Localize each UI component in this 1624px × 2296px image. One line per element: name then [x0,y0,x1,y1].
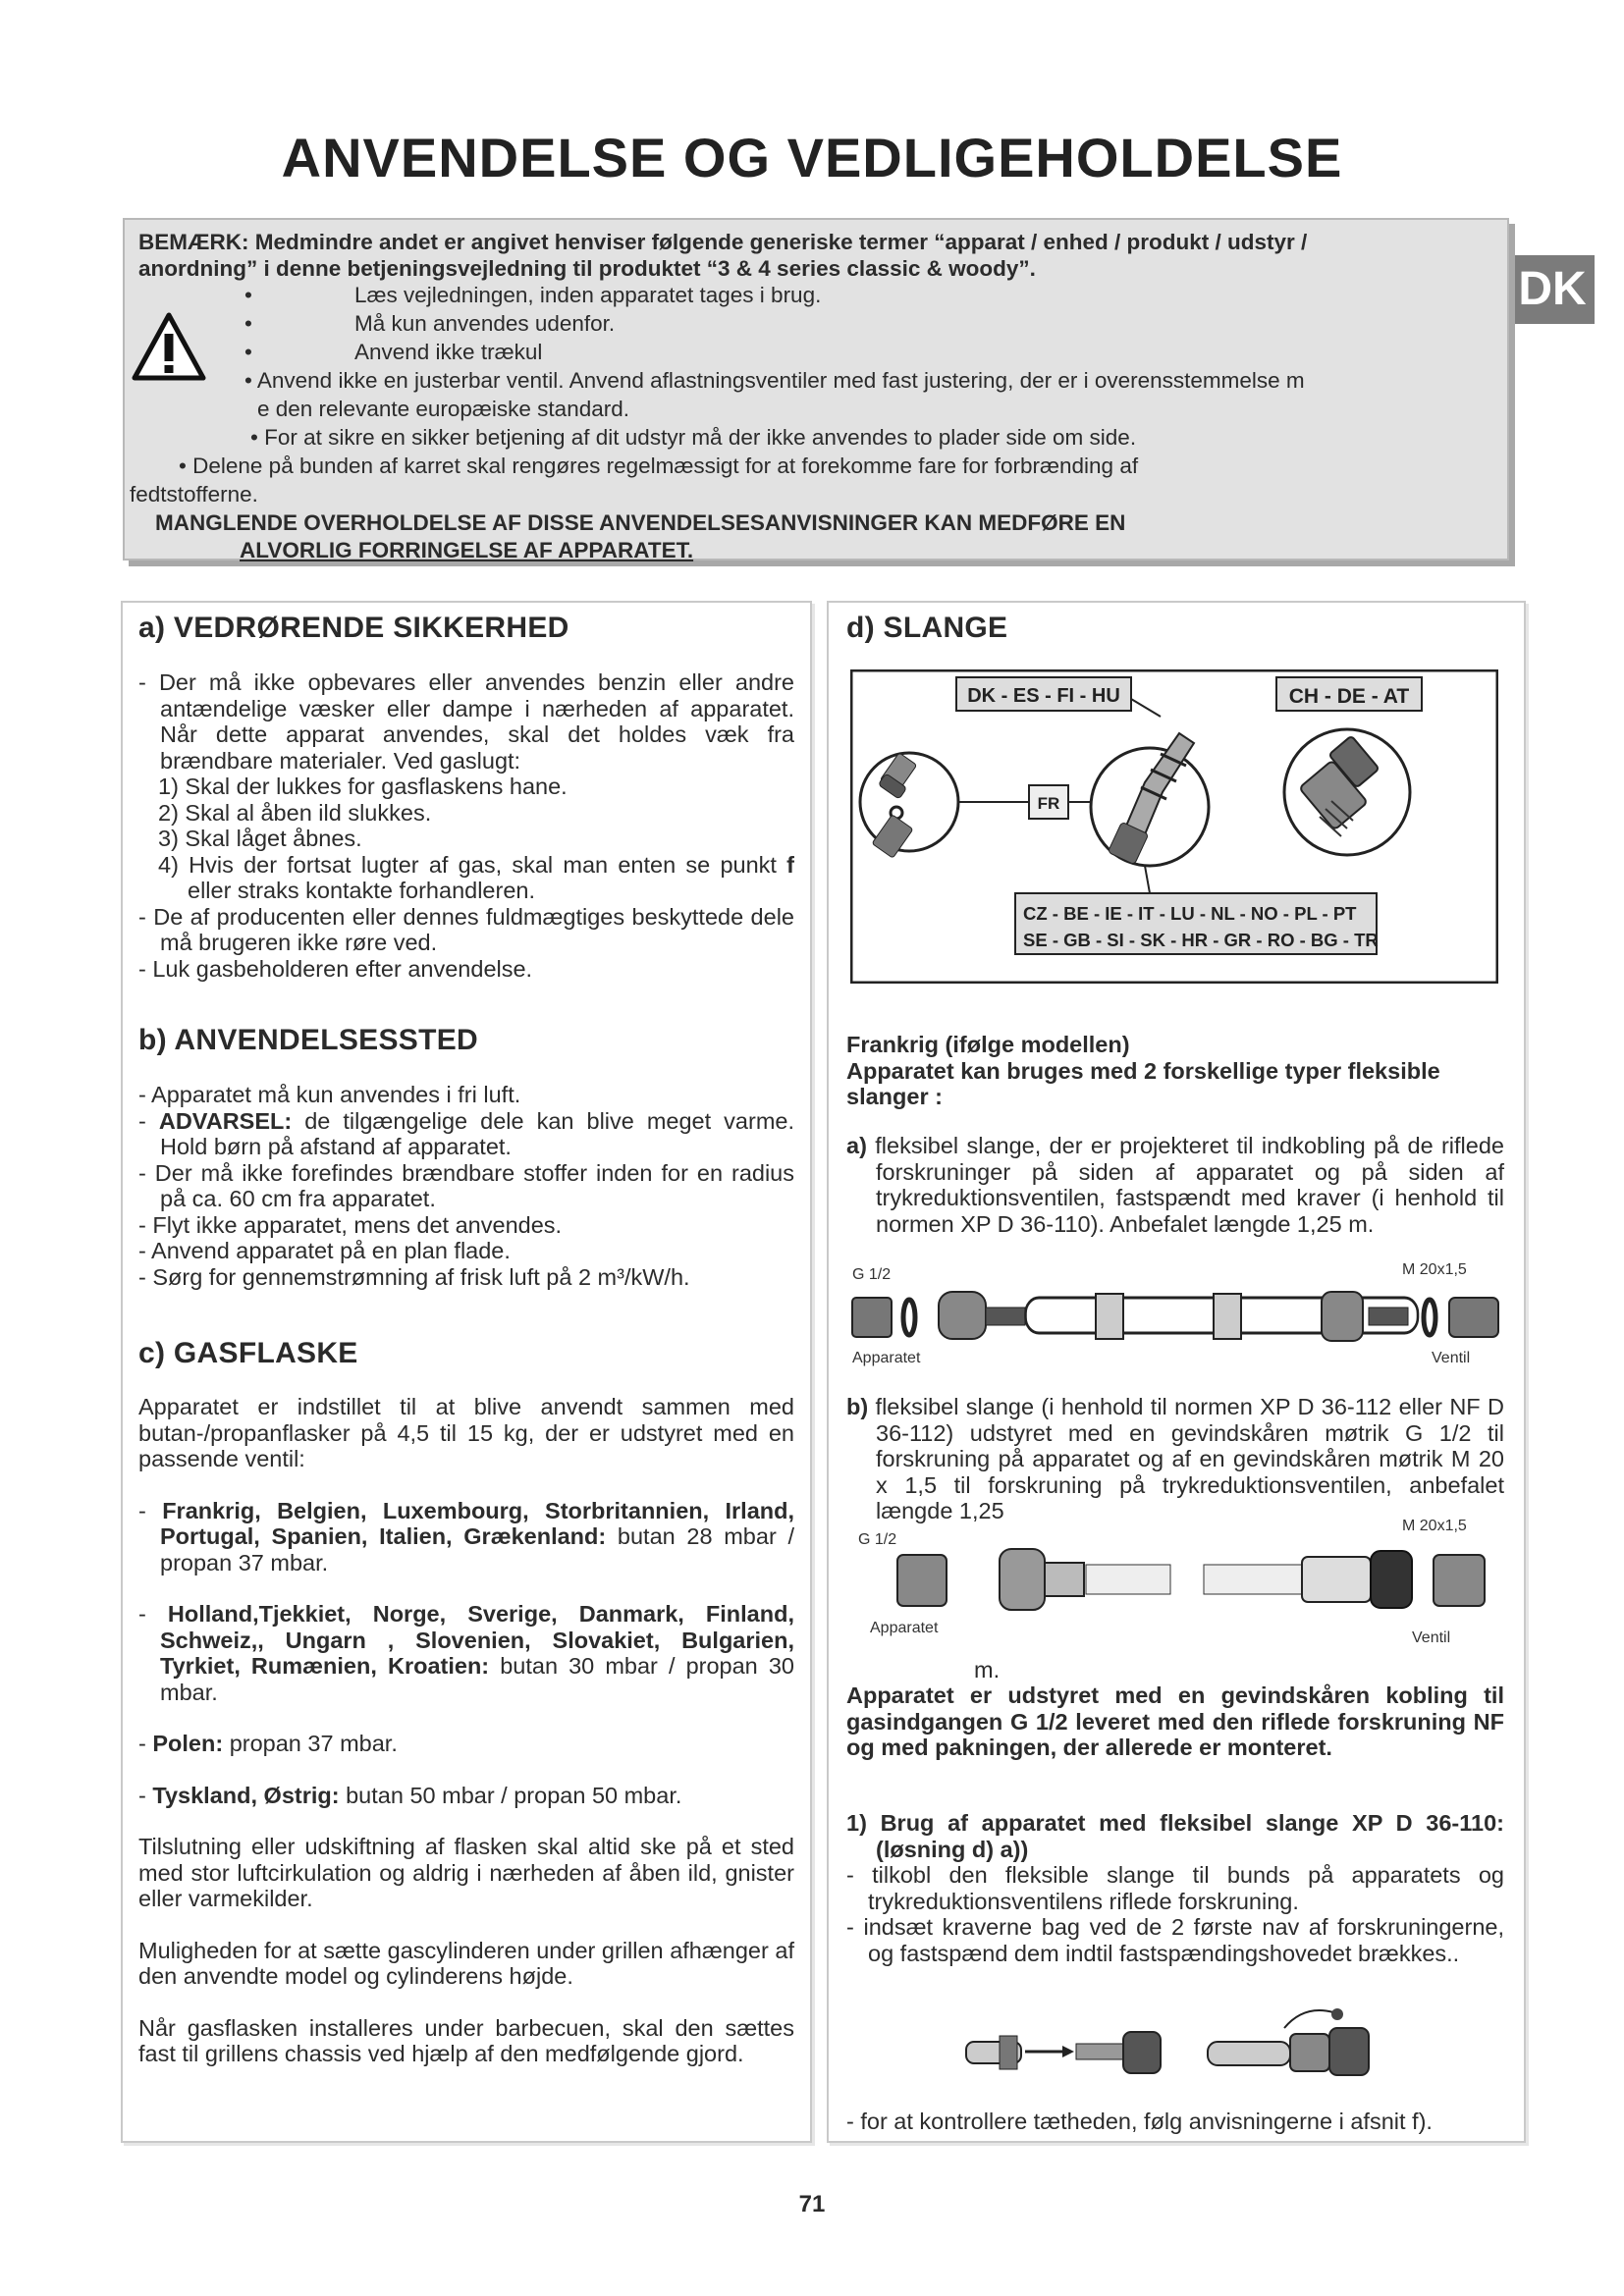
gas-group-3: - Polen: propan 37 mbar. [138,1731,398,1756]
safety-step: 3) Skal låget åbnes. [158,826,362,851]
language-tab: DK [1510,255,1595,324]
gas-intro: Apparatet er indstillet til at blive anvendt sammen med butan-/propanflasker på 4,5 til 15 kg, der er udstyret med en passende ventil: [138,1394,794,1471]
safety-step: 2) Skal al åben ild slukkes. [158,799,432,826]
hose-b-label: b) [846,1394,869,1419]
hose1-thread-g: G 1/2 [852,1266,892,1283]
notice-bullet-4b: e den relevante europæiske standard. [257,397,629,421]
hose2-label-apparatus: Apparatet [870,1620,939,1636]
country-label-ch: CH - DE - AT [1288,685,1410,708]
location-item: - Sørg for gennemstrømning af frisk luft på 2 m³/kW/h. [138,1263,690,1290]
bullet-dot: • [244,311,252,336]
bullet-dot: • [244,283,252,307]
hose-connector-diagram [850,669,1498,984]
notice-bullet-4a: • Anvend ikke en justerbar ventil. Anvend aflastningsventiler med fast justering, der er i overensstemmelse m [244,368,1305,393]
france-block [846,1032,1504,1110]
notice-warning-1: MANGLENDE OVERHOLDELSE AF DISSE ANVENDELSESANVISNINGER KAN MEDFØRE EN [155,510,1126,535]
section-c-heading: c) GASFLASKE [138,1337,358,1369]
warning-triangle-icon [132,312,206,381]
usage-block [846,1810,1504,1966]
hose2-thread-m: M 20x1,5 [1402,1518,1467,1534]
coupling-text: Apparatet er udstyret med en gevindskåren kobling til gasindgangen G 1/2 leveret med den riflede forskruning NF og med pakningen, der allerede er monteret. [846,1682,1504,1760]
gas-strap-text: Når gasflasken installeres under barbecuen, skal den sættes fast til grillens chassis ved hjælp af den medfølgende gjord. [138,2014,794,2066]
usage-step: - indsæt kraverne bag ved de 2 første nav af forskruningerne, og fastspænd dem indtil fastspændingshovedet brækkes.. [846,1914,1504,1966]
hose2-thread-g: G 1/2 [858,1531,897,1548]
notice-bullet-6a: • Delene på bunden af karret skal rengøres regelmæssigt for at forekomme fare for forbrænding af [179,454,1139,478]
section-c-body [138,1394,794,2067]
bullet-dot: • [244,340,252,364]
location-item: - Apparatet må kun anvendes i fri luft. [138,1082,521,1107]
section-a-body [138,669,794,982]
safety-step: 4) Hvis der fortsat lugter af gas, skal man enten se punkt f eller straks kontakte forhandleren. [158,851,794,903]
notice-bullet-6b: fedtstofferne. [130,482,258,507]
location-item: - Der må ikke forefindes brændbare stoffer inden for en radius på ca. 60 cm fra apparatet. [138,1159,794,1211]
collar-fitting-diagram [960,2002,1412,2081]
gas-group-4: - Tyskland, Østrig: butan 50 mbar / propan 50 mbar. [138,1782,682,1808]
notice-bullet-2: Må kun anvendes udenfor. [354,311,616,336]
gas-group-1: - Frankrig, Belgien, Luxembourg, Storbritannien, Irland, Portugal, Spanien, Italien, Grækenland: butan 28 mbar / propan 37 mbar. [138,1497,795,1575]
safety-item: - Der må ikke opbevares eller anvendes benzin eller andre antændelige væsker eller dampe i nærheden af apparatet. Når dette apparat anvendes, skal det holdes væk fra brændbare materialer. Ved gaslugt: [138,669,794,774]
safety-item: - Luk gasbeholderen efter anvendelse. [138,955,533,982]
hose2-label-valve: Ventil [1412,1629,1451,1646]
usage-step: - tilkobl den fleksible slange til bunds på apparatets og trykreduktionsventilens riflede forskruning. [846,1862,1504,1914]
notice-bullet-1: Læs vejledningen, inden apparatet tages i brug. [354,283,822,307]
safety-item: - De af producenten eller dennes fuldmægtiges beskyttede dele må brugeren ikke røre ved. [138,903,794,955]
hose-a-text: a) fleksibel slange, der er projekteret til indkobling på de riflede forskruninger på siden af apparatet og på siden af trykreduktionsventilen, fastspændt med kraver (i henhold til normen XP D 36-110). Anbefalet længde 1,25 m. [846,1133,1504,1237]
hose1-thread-m: M 20x1,5 [1402,1261,1467,1278]
usage-heading: 1) Brug af apparatet med fleksibel slange XP D 36-110: (løsning d) a)) [846,1810,1504,1862]
location-item: - Flyt ikke apparatet, mens det anvendes. [138,1211,563,1238]
france-subtitle: Apparatet kan bruges med 2 forskellige typer fleksible slanger : [846,1057,1440,1109]
notice-bullet-5: • For at sikre en sikker betjening af dit udstyr må der ikke anvendes to plader side om side. [250,425,1137,450]
safety-step: 1) Skal der lukkes for gasflaskens hane. [158,774,568,799]
location-item: - ADVARSEL: de tilgængelige dele kan blive meget varme. Hold børn på afstand af apparatet. [138,1107,794,1159]
hose-b-diagram [893,1543,1490,1618]
notice-line-1: BEMÆRK: Medmindre andet er angivet henviser følgende generiske termer “apparat / enhed / produkt / udstyr / [138,230,1308,254]
hose1-label-valve: Ventil [1432,1350,1471,1366]
hose-b-text: b) fleksibel slange (i henhold til normen XP D 36-112 eller NF D 36-112) udstyret med en gevindskåren møtrik G 1/2 til forskruning på apparatet og af en gevindskåren møtrik M 20 x 1,5 til forskruning på trykreduktionsventilen, anbefalet længde 1,25 [846,1394,1504,1523]
location-item: - Anvend apparatet på en plan flade. [138,1238,511,1263]
notice-line-2: anordning” i denne betjeningsvejledning til produktet “3 & 4 series classic & woody”. [138,256,1036,281]
notice-warning-2: ALVORLIG FORRINGELSE AF APPARATET. [240,538,694,562]
hose-a-diagram [850,1286,1502,1347]
section-a-heading: a) VEDRØRENDE SIKKERHED [138,612,569,644]
page-number: 71 [798,2191,826,2217]
country-label-fr: FR [1037,794,1060,813]
section-b-body [138,1082,794,1290]
gas-group-2: - Holland,Tjekkiet, Norge, Sverige, Danmark, Finland, Schweiz,, Ungarn , Slovenien, Slovakiet, Bulgarien, Tyrkiet, Rumænien, Kroatien: butan 30 mbar / propan 30 mbar. [138,1601,794,1705]
section-d-heading: d) SLANGE [846,612,1008,644]
gas-placement-text: Muligheden for at sætte gascylinderen under grillen afhænger af den anvendte model og cylinderens højde. [138,1937,794,1989]
gas-connection-text: Tilslutning eller udskiftning af flasken skal altid ske på et sted med stor luftcirkulation og aldrig i nærheden af åben ild, gnister eller varmekilder. [138,1834,794,1911]
country-label-eu-2: SE - GB - SI - SK - HR - GR - RO - BG - TR [1023,930,1379,950]
hose-a-label: a) [846,1133,867,1158]
leak-check-text: - for at kontrollere tætheden, følg anvisningerne i afsnit f). [846,2109,1433,2134]
country-label-eu-1: CZ - BE - IE - IT - LU - NL - NO - PL - PT [1023,903,1357,924]
hose1-label-apparatus: Apparatet [852,1350,921,1366]
notice-bullet-3: Anvend ikke trækul [354,340,543,364]
page-title: ANVENDELSE OG VEDLIGEHOLDELSE [281,127,1343,188]
section-b-heading: b) ANVENDELSESSTED [138,1024,478,1056]
country-label-dk: DK - ES - FI - HU [967,685,1120,707]
hose-b-length-unit: m. [974,1657,1001,1682]
france-title: Frankrig (ifølge modellen) [846,1032,1130,1057]
